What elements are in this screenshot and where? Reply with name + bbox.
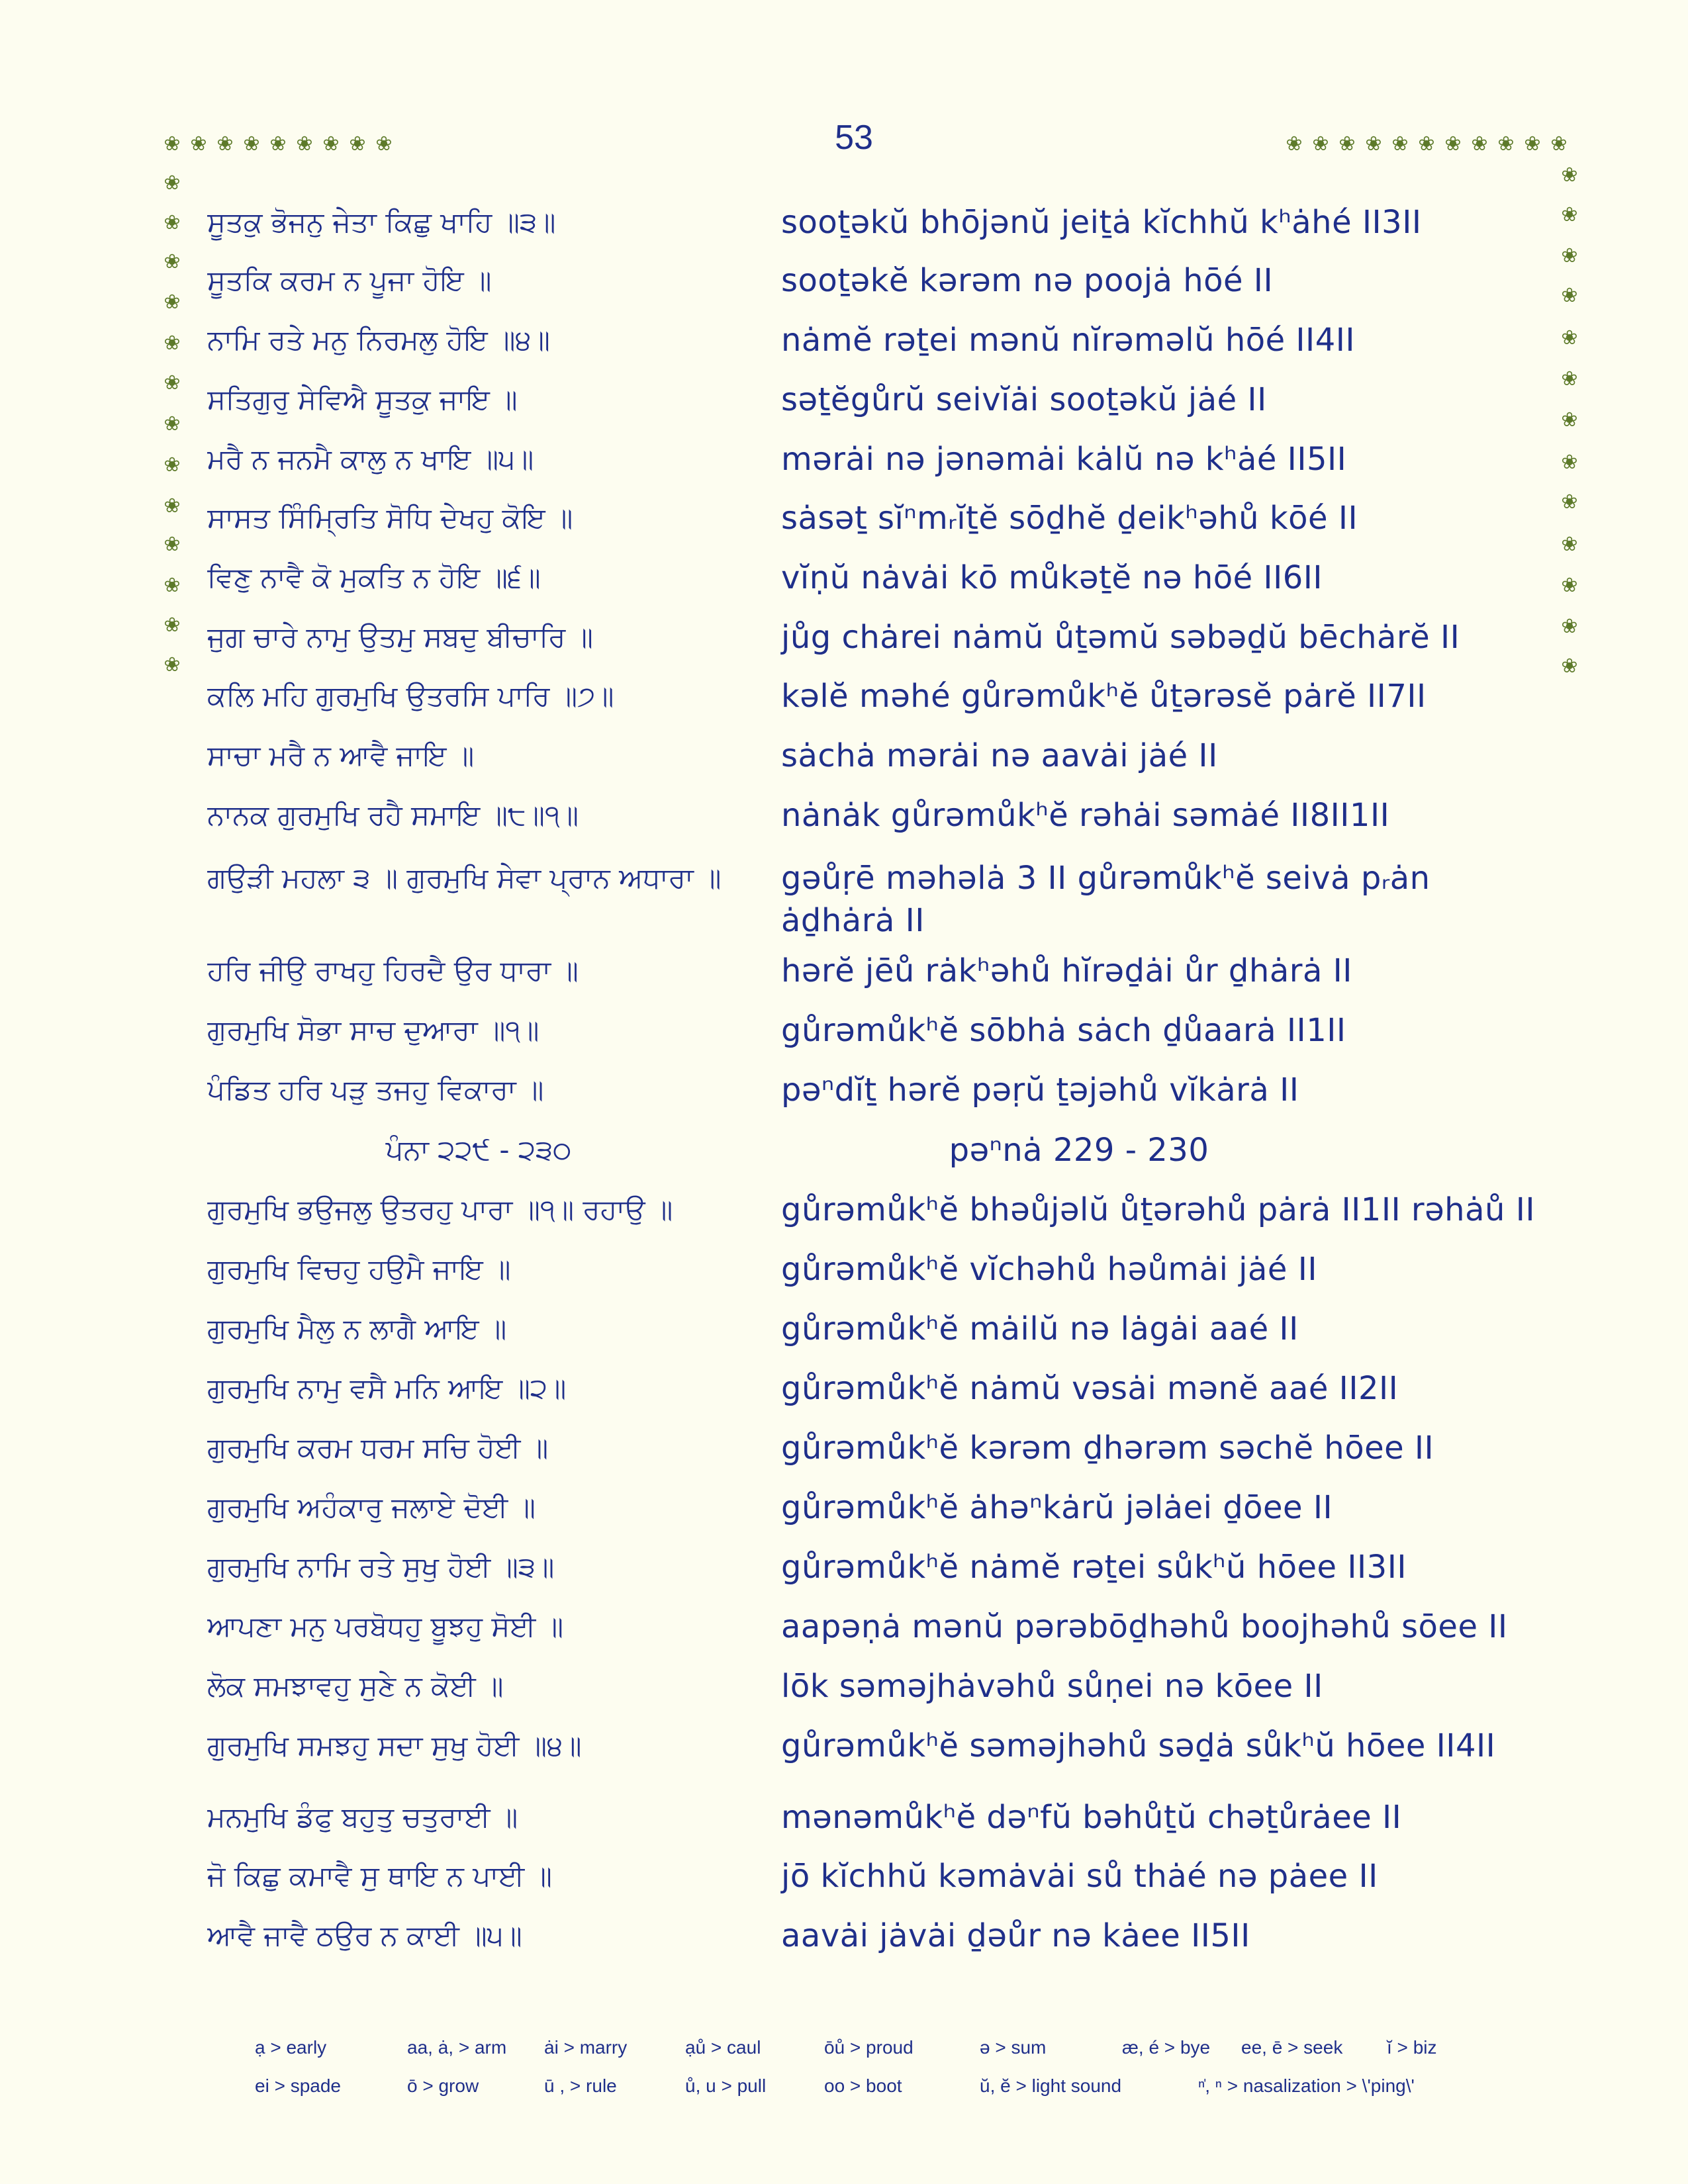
flower-icon: ❀ (1561, 326, 1578, 349)
verse-row (0, 1362, 1688, 1415)
flower-icon: ❀ (164, 653, 181, 676)
legend-item: ŭ, ĕ > light sound (980, 2075, 1122, 2096)
flower-icon: ❀ (164, 494, 181, 518)
page-reference-row (0, 1124, 1688, 1177)
transliteration-text: gůrəmůkʰĕ ȧhəⁿkȧrŭ jəlȧei ḏōee II (781, 1489, 1333, 1526)
verse-row (0, 1183, 1688, 1236)
gurmukhi-text: ਸਤਿਗੁਰੁ ਸੇਵਿਐ ਸੂਤਕੁ ਜਾਇ ॥ (207, 383, 518, 416)
flower-icon: ❀ (164, 614, 181, 637)
verse-row (0, 1541, 1688, 1594)
gurmukhi-text: ਗੁਰਮੁਖਿ ਨਾਮਿ ਰਤੇ ਸੁਖੁ ਹੋਈ ॥੩॥ (207, 1551, 555, 1583)
verse-row (0, 433, 1688, 486)
flower-icon: ❀ (164, 453, 181, 477)
transliteration-text: səṯĕgůrŭ seivĭȧi sooṯəkŭ jȧé II (781, 381, 1267, 418)
transliteration-text: jůg chȧrei nȧmŭ ůṯəmŭ səbəḏŭ bēchȧrĕ II (781, 619, 1460, 656)
transliteration-text: nȧmĕ rəṯei mənŭ nĭrəməlŭ hōé II4II (781, 322, 1356, 359)
gurmukhi-text: ਸੂਤਕੁ ਭੋਜਨੁ ਜੇਤਾ ਕਿਛੁ ਖਾਹਿ ॥੩॥ (207, 206, 556, 238)
transliteration-text: sȧsəṯ sĭⁿmᵣĭṯĕ sōḏhĕ ḏeikʰəhů kōé II (781, 500, 1358, 537)
transliteration-text: gůrəmůkʰĕ nȧmĕ rəṯei sůkʰŭ hōee II3II (781, 1549, 1407, 1586)
flower-icon: ❀ (164, 371, 181, 394)
legend-item: ⁿ̍, ⁿ > nasalization > \'ping\' (1198, 2075, 1415, 2096)
gurmukhi-text: ਕਲਿ ਮਹਿ ਗੁਰਮੁਖਿ ਉਤਰਸਿ ਪਾਰਿ ॥੭॥ (207, 680, 614, 712)
verse-row (0, 196, 1688, 249)
flower-icon: ❀ (1338, 132, 1356, 156)
verse-row (0, 314, 1688, 367)
transliteration-text: pəⁿdĭṯ hərĕ pəṛŭ ṯəjəhů vĭkȧrȧ II (781, 1071, 1299, 1109)
verse-row (0, 1422, 1688, 1475)
flower-icon: ❀ (1391, 132, 1409, 156)
transliteration-text: hərĕ jēů rȧkʰəhů hĭrəḏȧi ůr ḏhȧrȧ II (781, 952, 1352, 989)
flower-icon: ❀ (375, 132, 393, 156)
transliteration-text: gůrəmůkʰĕ kərəm ḏhərəm səchĕ hōee II (781, 1430, 1434, 1467)
legend-item: ə > sum (980, 2037, 1047, 2058)
verse-row (0, 1064, 1688, 1116)
transliteration-text: aapəṇȧ mənŭ pərəbōḏhəhů boojhəhů sōee II (781, 1608, 1508, 1645)
verse-row (0, 1004, 1688, 1057)
transliteration-text: sooṯəkĕ kərəm nə poojȧ hōé II (781, 262, 1274, 299)
legend-item: oo > boot (824, 2075, 902, 2096)
legend-item: aa, ȧ, > arm (407, 2037, 507, 2058)
gurmukhi-text: ਨਾਮਿ ਰਤੇ ਮਨੁ ਨਿਰਮਲੁ ਹੋਇ ॥੪॥ (207, 324, 550, 356)
flower-icon: ❀ (1497, 132, 1515, 156)
gurmukhi-text: ਪੰਡਿਤ ਹਰਿ ਪੜੁ ਤਜਹੁ ਵਿਕਾਰਾ ॥ (207, 1073, 544, 1106)
flower-icon: ❀ (269, 132, 287, 156)
transliteration-text: nȧnȧk gůrəmůkʰĕ rəhȧi səmȧé II8II1II (781, 797, 1390, 834)
verse-row (0, 729, 1688, 782)
verse-row (0, 1850, 1688, 1903)
legend-item: ei > spade (255, 2075, 341, 2096)
verse-row (0, 852, 1688, 944)
gurmukhi-text: ਜੋ ਕਿਛੁ ਕਮਾਵੈ ਸੁ ਥਾਇ ਨ ਪਾਈ ॥ (207, 1860, 552, 1892)
transliteration-text: gůrəmůkʰĕ vĭchəhů həůmȧi jȧé II (781, 1251, 1318, 1288)
gurmukhi-text: ਵਿਣੁ ਨਾਵੈ ਕੋ ਮੁਕਤਿ ਨ ਹੋਇ ॥੬॥ (207, 561, 541, 594)
gurmukhi-text: ਗੁਰਮੁਖਿ ਸੋਭਾ ਸਾਚ ਦੁਆਰਾ ॥੧॥ (207, 1014, 539, 1046)
verse-row (0, 492, 1688, 545)
flower-icon: ❀ (190, 132, 207, 156)
verse-row (0, 1719, 1688, 1772)
gurmukhi-text: ਗੁਰਮੁਖਿ ਸਮਝਹੁ ਸਦਾ ਸੁਖੁ ਹੋਈ ॥੪॥ (207, 1729, 582, 1762)
flower-icon: ❀ (1561, 451, 1578, 474)
verse-row (0, 1243, 1688, 1296)
legend-item: ů, u > pull (685, 2075, 767, 2096)
gurmukhi-text: ਲੋਕ ਸਮਝਾਵਹੁ ਸੁਣੇ ਨ ਕੋਈ ॥ (207, 1670, 504, 1702)
gurmukhi-text: ਗਉੜੀ ਮਹਲਾ ੩ ॥ ਗੁਰਮੁਖਿ ਸੇਵਾ ਪ੍ਰਾਨ ਅਧਾਰਾ ॥ (207, 862, 722, 894)
transliteration-text: pəⁿnȧ 229 - 230 (949, 1132, 1209, 1169)
transliteration-text: sȧchȧ mərȧi nə aavȧi jȧé II (781, 737, 1218, 774)
flower-icon: ❀ (164, 533, 181, 556)
flower-icon: ❀ (1365, 132, 1382, 156)
flower-icon: ❀ (1418, 132, 1435, 156)
transliteration-text: gůrəmůkʰĕ sōbhȧ sȧch ḏůaarȧ II1II (781, 1012, 1346, 1049)
transliteration-text: lōk səməjhȧvəhů sůṇei nə kōee II (781, 1668, 1323, 1705)
flower-icon: ❀ (349, 132, 366, 156)
gurmukhi-text: ਆਪਣਾ ਮਨੁ ਪਰਬੋਧਹੁ ਬੂਝਹੁ ਸੋਈ ॥ (207, 1610, 564, 1643)
transliteration-text: mənəmůkʰĕ dəⁿfŭ bəhůṯŭ chəṯůrȧee II (781, 1799, 1402, 1836)
transliteration-text: vĭṇŭ nȧvȧi kō můkəṯĕ nə hōé II6II (781, 559, 1323, 596)
gurmukhi-text: ਗੁਰਮੁਖਿ ਨਾਮੁ ਵਸੈ ਮਨਿ ਆਇ ॥੨॥ (207, 1372, 567, 1404)
flower-icon: ❀ (164, 171, 181, 195)
gurmukhi-text: ਸਾਚਾ ਮਰੈ ਨ ਆਵੈ ਜਾਇ ॥ (207, 739, 475, 772)
transliteration-text: gůrəmůkʰĕ bhəůjəlŭ ůṯərəhů pȧrȧ II1II rəhȧů II (781, 1191, 1535, 1228)
gurmukhi-text: ਆਵੈ ਜਾਵੈ ਠਉਰ ਨ ਕਾਈ ॥੫॥ (207, 1919, 522, 1952)
verse-row (0, 1660, 1688, 1713)
transliteration-text: gůrəmůkʰĕ səməjhəhů səḏȧ sůkʰŭ hōee II4II (781, 1727, 1496, 1764)
gurmukhi-text: ਗੁਰਮੁਖਿ ਮੈਲੁ ਨ ਲਾਗੈ ਆਇ ॥ (207, 1312, 507, 1345)
legend-item: ū , > rule (544, 2075, 617, 2096)
gurmukhi-text: ਮਨਮੁਖਿ ਡੰਫੁ ਬਹੁਤੁ ਚਤੁਰਾਈ ॥ (207, 1801, 518, 1833)
flower-icon: ❀ (1561, 203, 1578, 226)
flower-icon: ❀ (1561, 244, 1578, 267)
verse-row (0, 1302, 1688, 1355)
transliteration-text: kəlĕ məhé gůrəmůkʰĕ ůṯərəsĕ pȧrĕ II7II (781, 678, 1427, 715)
flower-icon: ❀ (1550, 132, 1568, 156)
flower-icon: ❀ (1524, 132, 1541, 156)
gurmukhi-text: ਗੁਰਮੁਖਿ ਅਹੰਕਾਰੁ ਜਲਾਏ ਦੋਈ ॥ (207, 1491, 536, 1524)
gurmukhi-text: ਹਰਿ ਜੀਉ ਰਾਖਹੁ ਹਿਰਦੈ ਉਰ ਧਾਰਾ ॥ (207, 954, 579, 987)
legend-item: ō > grow (407, 2075, 479, 2096)
flower-icon: ❀ (164, 574, 181, 597)
page-number: 53 (835, 118, 873, 157)
flower-icon: ❀ (322, 132, 340, 156)
legend-item: ee, ē > seek (1241, 2037, 1343, 2058)
flower-icon: ❀ (1561, 655, 1578, 678)
legend-item: æ, é > bye (1122, 2037, 1211, 2058)
flower-icon: ❀ (1561, 367, 1578, 390)
flower-icon: ❀ (164, 412, 181, 435)
flower-icon: ❀ (164, 291, 181, 314)
flower-icon: ❀ (1286, 132, 1303, 156)
flower-icon: ❀ (1471, 132, 1488, 156)
flower-icon: ❀ (296, 132, 313, 156)
flower-icon: ❀ (1561, 408, 1578, 432)
flower-icon: ❀ (1561, 615, 1578, 638)
transliteration-text: sooṯəkŭ bhōjənŭ jeiṯȧ kĭchhŭ kʰȧhé II3II (781, 204, 1422, 241)
flower-icon: ❀ (164, 250, 181, 273)
gurmukhi-text: ਗੁਰਮੁਖਿ ਵਿਚਹੁ ਹਉਮੈ ਜਾਇ ॥ (207, 1253, 511, 1285)
legend-item: ōů > proud (824, 2037, 914, 2058)
flower-icon: ❀ (164, 211, 181, 234)
legend-item: ĭ > biz (1387, 2037, 1437, 2058)
flower-icon: ❀ (1561, 163, 1578, 187)
gurmukhi-text: ਸਾਸਤ ਸਿੰਮ੍ਰਿਤਿ ਸੋਧਿ ਦੇਖਹੁ ਕੋਇ ॥ (207, 502, 573, 534)
legend-item: ạ > early (255, 2037, 327, 2058)
gurmukhi-text: ਪੰਨਾ ੨੨੯ - ੨੩੦ (385, 1134, 572, 1166)
verse-row (0, 373, 1688, 426)
verse-row (0, 250, 1688, 307)
transliteration-text: gůrəmůkʰĕ mȧilŭ nə lȧgȧi aaé II (781, 1310, 1299, 1347)
flower-icon: ❀ (1561, 574, 1578, 597)
transliteration-text: jō kĭchhŭ kəmȧvȧi sů thȧé nə pȧee II (781, 1858, 1378, 1895)
verse-row (0, 944, 1688, 997)
flower-icon: ❀ (216, 132, 234, 156)
verse-row (0, 611, 1688, 664)
verse-row (0, 1791, 1688, 1844)
transliteration-text: gəůṛē məhəlȧ 3 II gůrəmůkʰĕ seivȧ pᵣȧn ȧḏhȧrȧ II (781, 860, 1430, 939)
flower-icon: ❀ (1561, 284, 1578, 307)
verse-row (0, 551, 1688, 604)
legend-item: ạů > caul (685, 2037, 761, 2058)
gurmukhi-text: ਜੁਗ ਚਾਰੇ ਨਾਮੁ ਉਤਮੁ ਸਬਦੁ ਬੀਚਾਰਿ ॥ (207, 621, 593, 653)
verse-row (0, 1600, 1688, 1653)
flower-icon: ❀ (1561, 533, 1578, 556)
verse-row (0, 1909, 1688, 1962)
flower-icon: ❀ (1312, 132, 1329, 156)
verse-row (0, 1481, 1688, 1534)
transliteration-text: mərȧi nə jənəmȧi kȧlŭ nə kʰȧé II5II (781, 441, 1347, 478)
transliteration-text: gůrəmůkʰĕ nȧmŭ vəsȧi mənĕ aaé II2II (781, 1370, 1399, 1407)
flower-icon: ❀ (1561, 490, 1578, 514)
legend-item: ȧi > marry (544, 2037, 628, 2058)
gurmukhi-text: ਮਰੈ ਨ ਜਨਮੈ ਕਾਲੁ ਨ ਖਾਇ ॥੫॥ (207, 443, 534, 475)
flower-icon: ❀ (164, 332, 181, 355)
flower-icon: ❀ (243, 132, 260, 156)
verse-row (0, 670, 1688, 723)
transliteration-text: aavȧi jȧvȧi ḏəůr nə kȧee II5II (781, 1917, 1250, 1954)
gurmukhi-text: ਗੁਰਮੁਖਿ ਕਰਮ ਧਰਮ ਸਚਿ ਹੋਈ ॥ (207, 1432, 549, 1464)
flower-icon: ❀ (1444, 132, 1462, 156)
flower-icon: ❀ (164, 132, 181, 156)
gurmukhi-text: ਗੁਰਮੁਖਿ ਭਉਜਲੁ ਉਤਰਹੁ ਪਾਰਾ ॥੧॥ ਰਹਾਉ ॥ (207, 1193, 673, 1226)
gurmukhi-text: ਨਾਨਕ ਗੁਰਮੁਖਿ ਰਹੈ ਸਮਾਇ ॥੮॥੧॥ (207, 799, 579, 831)
gurmukhi-text: ਸੂਤਕਿ ਕਰਮ ਨ ਪੂਜਾ ਹੋਇ ॥ (207, 264, 492, 296)
verse-row (0, 789, 1688, 842)
